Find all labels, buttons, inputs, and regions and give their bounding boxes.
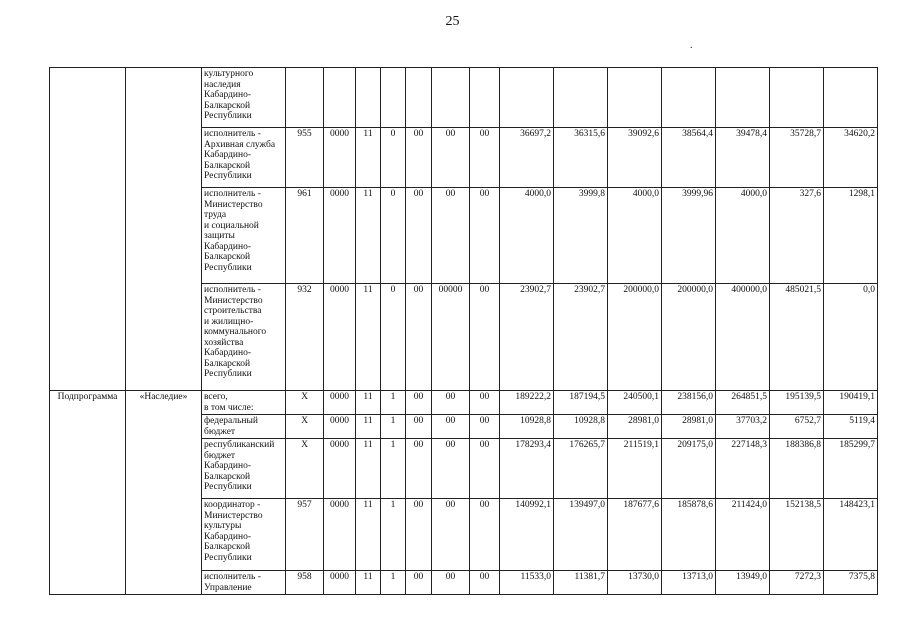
kbk-csr3-cell: 00 bbox=[432, 499, 470, 571]
kbk-rz-cell: 0000 bbox=[324, 128, 356, 188]
amount-cell: 13949,0 bbox=[716, 571, 770, 595]
amount-cell: 200000,0 bbox=[662, 284, 716, 391]
amount-cell: 34620,2 bbox=[824, 128, 878, 188]
participant-description-cell: исполнитель - Министерство труда и социальной защиты Кабардино- Балкарской Республики bbox=[202, 188, 286, 284]
amount-cell: 240500,1 bbox=[608, 391, 662, 415]
amount-cell: 400000,0 bbox=[716, 284, 770, 391]
kbk-grbs-cell: 932 bbox=[286, 284, 324, 391]
kbk-grbs-cell: 957 bbox=[286, 499, 324, 571]
amount-cell: 485021,5 bbox=[770, 284, 824, 391]
kbk-grbs-cell: X bbox=[286, 439, 324, 499]
participant-description-cell: республиканский бюджет Кабардино- Балкарской Республики bbox=[202, 439, 286, 499]
amount-cell: 176265,7 bbox=[554, 439, 608, 499]
subprogram-type-cell: Подпрограмма bbox=[50, 391, 126, 595]
amount-cell bbox=[662, 68, 716, 128]
kbk-csr3-cell bbox=[432, 68, 470, 128]
amount-cell: 3999,96 bbox=[662, 188, 716, 284]
amount-cell: 10928,8 bbox=[500, 415, 554, 439]
kbk-csr1-cell: 1 bbox=[381, 391, 406, 415]
amount-cell: 264851,5 bbox=[716, 391, 770, 415]
kbk-pr-cell: 11 bbox=[356, 188, 381, 284]
kbk-grbs-cell: X bbox=[286, 415, 324, 439]
amount-cell: 36315,6 bbox=[554, 128, 608, 188]
kbk-csr3-cell: 00 bbox=[432, 188, 470, 284]
kbk-csr2-cell: 00 bbox=[406, 128, 432, 188]
kbk-rz-cell: 0000 bbox=[324, 284, 356, 391]
kbk-csr2-cell: 00 bbox=[406, 415, 432, 439]
kbk-pr-cell: 11 bbox=[356, 499, 381, 571]
kbk-rz-cell: 0000 bbox=[324, 415, 356, 439]
amount-cell: 187194,5 bbox=[554, 391, 608, 415]
kbk-csr2-cell: 00 bbox=[406, 499, 432, 571]
participant-description-cell: всего, в том числе: bbox=[202, 391, 286, 415]
amount-cell: 195139,5 bbox=[770, 391, 824, 415]
kbk-grbs-cell: 955 bbox=[286, 128, 324, 188]
amount-cell: 189222,2 bbox=[500, 391, 554, 415]
amount-cell: 11381,7 bbox=[554, 571, 608, 595]
kbk-csr2-cell: 00 bbox=[406, 391, 432, 415]
amount-cell bbox=[716, 68, 770, 128]
page-number: 25 bbox=[445, 14, 460, 29]
amount-cell: 28981,0 bbox=[662, 415, 716, 439]
amount-cell: 4000,0 bbox=[716, 188, 770, 284]
kbk-csr3-cell: 00000 bbox=[432, 284, 470, 391]
amount-cell bbox=[770, 68, 824, 128]
amount-cell: 190419,1 bbox=[824, 391, 878, 415]
kbk-pr-cell: 11 bbox=[356, 571, 381, 595]
amount-cell: 139497,0 bbox=[554, 499, 608, 571]
kbk-rz-cell: 0000 bbox=[324, 439, 356, 499]
amount-cell bbox=[608, 68, 662, 128]
amount-cell: 327,6 bbox=[770, 188, 824, 284]
kbk-vr-cell bbox=[470, 68, 500, 128]
amount-cell: 11533,0 bbox=[500, 571, 554, 595]
budget-table bbox=[49, 67, 878, 595]
kbk-csr3-cell: 00 bbox=[432, 439, 470, 499]
amount-cell: 185878,6 bbox=[662, 499, 716, 571]
kbk-vr-cell: 00 bbox=[470, 284, 500, 391]
amount-cell: 13730,0 bbox=[608, 571, 662, 595]
kbk-vr-cell: 00 bbox=[470, 391, 500, 415]
amount-cell: 211424,0 bbox=[716, 499, 770, 571]
kbk-rz-cell bbox=[324, 68, 356, 128]
kbk-csr2-cell: 00 bbox=[406, 188, 432, 284]
table-row bbox=[50, 68, 878, 128]
amount-cell: 148423,1 bbox=[824, 499, 878, 571]
kbk-grbs-cell: 958 bbox=[286, 571, 324, 595]
amount-cell: 13713,0 bbox=[662, 571, 716, 595]
kbk-csr1-cell: 0 bbox=[381, 128, 406, 188]
amount-cell: 6752,7 bbox=[770, 415, 824, 439]
page-mark: . bbox=[690, 40, 693, 51]
kbk-csr2-cell: 00 bbox=[406, 284, 432, 391]
amount-cell: 1298,1 bbox=[824, 188, 878, 284]
kbk-csr1-cell: 1 bbox=[381, 571, 406, 595]
empty-cell bbox=[50, 68, 126, 391]
amount-cell: 5119,4 bbox=[824, 415, 878, 439]
amount-cell: 209175,0 bbox=[662, 439, 716, 499]
kbk-grbs-cell: 961 bbox=[286, 188, 324, 284]
amount-cell: 28981,0 bbox=[608, 415, 662, 439]
kbk-csr3-cell: 00 bbox=[432, 391, 470, 415]
kbk-csr1-cell bbox=[381, 68, 406, 128]
kbk-csr1-cell: 1 bbox=[381, 415, 406, 439]
amount-cell: 38564,4 bbox=[662, 128, 716, 188]
kbk-csr1-cell: 1 bbox=[381, 439, 406, 499]
kbk-csr2-cell: 00 bbox=[406, 439, 432, 499]
amount-cell: 4000,0 bbox=[500, 188, 554, 284]
amount-cell: 188386,8 bbox=[770, 439, 824, 499]
amount-cell: 36697,2 bbox=[500, 128, 554, 188]
kbk-pr-cell: 11 bbox=[356, 284, 381, 391]
kbk-vr-cell: 00 bbox=[470, 571, 500, 595]
kbk-csr3-cell: 00 bbox=[432, 128, 470, 188]
kbk-vr-cell: 00 bbox=[470, 128, 500, 188]
participant-description-cell: исполнитель - Управление bbox=[202, 571, 286, 595]
empty-cell bbox=[126, 68, 202, 391]
kbk-csr3-cell: 00 bbox=[432, 415, 470, 439]
kbk-rz-cell: 0000 bbox=[324, 391, 356, 415]
amount-cell: 187677,6 bbox=[608, 499, 662, 571]
kbk-grbs-cell bbox=[286, 68, 324, 128]
kbk-csr2-cell bbox=[406, 68, 432, 128]
kbk-csr1-cell: 1 bbox=[381, 499, 406, 571]
kbk-grbs-cell: X bbox=[286, 391, 324, 415]
amount-cell: 227148,3 bbox=[716, 439, 770, 499]
participant-description-cell: исполнитель - Архивная служба Кабардино- Балкарской Республики bbox=[202, 128, 286, 188]
amount-cell: 10928,8 bbox=[554, 415, 608, 439]
amount-cell: 39092,6 bbox=[608, 128, 662, 188]
amount-cell bbox=[824, 68, 878, 128]
budget-table-body bbox=[50, 68, 878, 595]
amount-cell: 23902,7 bbox=[554, 284, 608, 391]
amount-cell: 152138,5 bbox=[770, 499, 824, 571]
amount-cell bbox=[554, 68, 608, 128]
participant-description-cell: исполнитель - Министерство строительства и жилищно- коммунального хозяйства Кабардино- Балкарской Республики bbox=[202, 284, 286, 391]
amount-cell: 178293,4 bbox=[500, 439, 554, 499]
participant-description-cell: федеральный бюджет bbox=[202, 415, 286, 439]
kbk-csr1-cell: 0 bbox=[381, 188, 406, 284]
table-row bbox=[50, 391, 878, 415]
amount-cell: 238156,0 bbox=[662, 391, 716, 415]
participant-description-cell: координатор - Министерство культуры Кабардино- Балкарской Республики bbox=[202, 499, 286, 571]
amount-cell: 23902,7 bbox=[500, 284, 554, 391]
amount-cell: 3999,8 bbox=[554, 188, 608, 284]
kbk-rz-cell: 0000 bbox=[324, 499, 356, 571]
amount-cell: 140992,1 bbox=[500, 499, 554, 571]
amount-cell: 4000,0 bbox=[608, 188, 662, 284]
participant-description-cell: культурного наследия Кабардино- Балкарской Республики bbox=[202, 68, 286, 128]
subprogram-name-cell: «Наследие» bbox=[126, 391, 202, 595]
kbk-csr1-cell: 0 bbox=[381, 284, 406, 391]
amount-cell: 35728,7 bbox=[770, 128, 824, 188]
kbk-vr-cell: 00 bbox=[470, 499, 500, 571]
kbk-vr-cell: 00 bbox=[470, 415, 500, 439]
amount-cell bbox=[500, 68, 554, 128]
kbk-csr2-cell: 00 bbox=[406, 571, 432, 595]
kbk-pr-cell: 11 bbox=[356, 415, 381, 439]
kbk-rz-cell: 0000 bbox=[324, 188, 356, 284]
kbk-pr-cell: 11 bbox=[356, 128, 381, 188]
kbk-pr-cell: 11 bbox=[356, 439, 381, 499]
amount-cell: 7272,3 bbox=[770, 571, 824, 595]
amount-cell: 185299,7 bbox=[824, 439, 878, 499]
kbk-csr3-cell: 00 bbox=[432, 571, 470, 595]
kbk-rz-cell: 0000 bbox=[324, 571, 356, 595]
kbk-pr-cell bbox=[356, 68, 381, 128]
kbk-vr-cell: 00 bbox=[470, 439, 500, 499]
amount-cell: 39478,4 bbox=[716, 128, 770, 188]
kbk-pr-cell: 11 bbox=[356, 391, 381, 415]
amount-cell: 200000,0 bbox=[608, 284, 662, 391]
amount-cell: 37703,2 bbox=[716, 415, 770, 439]
kbk-vr-cell: 00 bbox=[470, 188, 500, 284]
amount-cell: 211519,1 bbox=[608, 439, 662, 499]
amount-cell: 7375,8 bbox=[824, 571, 878, 595]
amount-cell: 0,0 bbox=[824, 284, 878, 391]
